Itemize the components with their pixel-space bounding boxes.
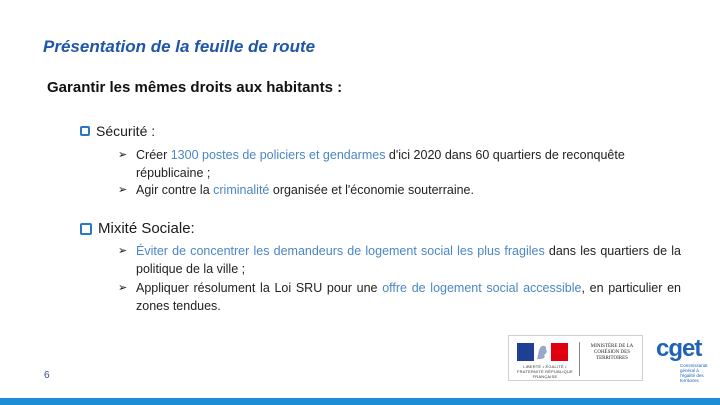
ministere-logo xyxy=(508,335,643,381)
bullet-item xyxy=(118,146,681,182)
bullet-item xyxy=(118,242,681,278)
bullet-text-part: Agir contre la xyxy=(136,183,214,197)
bullet-text-part: Créer xyxy=(136,148,171,162)
bullet-text-part: , en particulier en zones tendues. xyxy=(136,281,682,313)
bullet-text xyxy=(136,279,681,315)
bullet-text-part: Appliquer résolument la Loi SRU pour une xyxy=(136,281,383,295)
bullet-highlight: Éviter de concentrer les demandeurs de logement social les plus fragiles xyxy=(136,244,545,258)
section-securite-heading xyxy=(80,123,155,139)
bullet-text xyxy=(136,146,681,182)
bottom-accent-bar xyxy=(0,398,720,405)
bullet-text xyxy=(136,181,681,199)
bullet-highlight: 1300 postes de policiers et gendarmes xyxy=(170,148,386,162)
checkbox-bullet-icon xyxy=(80,126,90,136)
bullet-highlight: criminalité xyxy=(213,183,270,197)
marianne-flag-icon xyxy=(517,343,569,361)
bullet-text-part: dans les quartiers de la politique de la ville ; xyxy=(136,244,681,276)
cget-logo xyxy=(652,336,712,386)
arrow-bullet-icon: ➢ xyxy=(118,282,128,294)
bullet-text xyxy=(136,242,681,278)
republique-caption: LIBERTÉ • ÉGALITÉ • FRATERNITÉ RÉPUBLIQUE FRANÇAISE xyxy=(517,364,573,379)
arrow-bullet-icon: ➢ xyxy=(118,149,128,161)
slide-title: Présentation de la feuille de route xyxy=(43,37,316,56)
section-heading-label: Sécurité : xyxy=(96,123,156,139)
slide-subtitle: Garantir les mêmes droits aux habitants : xyxy=(47,79,343,96)
bullet-item xyxy=(118,279,681,315)
section-heading-label: Mixité Sociale: xyxy=(98,220,195,237)
cget-wordmark: cget xyxy=(656,335,702,362)
arrow-bullet-icon: ➢ xyxy=(118,184,128,196)
arrow-bullet-icon: ➢ xyxy=(118,245,128,257)
bullet-text-part: d'ici 2020 dans 60 quartiers de reconquête républicaine ; xyxy=(136,148,625,180)
logo-divider xyxy=(579,342,580,376)
ministere-label: MINISTÈRE DE LA COHÉSION DES TERRITOIRES xyxy=(590,344,634,361)
section-mixite-heading xyxy=(80,220,195,237)
bullet-highlight: offre de logement social accessible xyxy=(382,281,582,295)
cget-subtext: Commissariat général à l'égalité des territoires xyxy=(680,363,708,383)
checkbox-bullet-icon xyxy=(80,223,92,235)
bullet-item xyxy=(118,181,681,199)
page-number: 6 xyxy=(44,370,50,381)
bullet-text-part: organisée et l'économie souterraine. xyxy=(269,183,474,197)
